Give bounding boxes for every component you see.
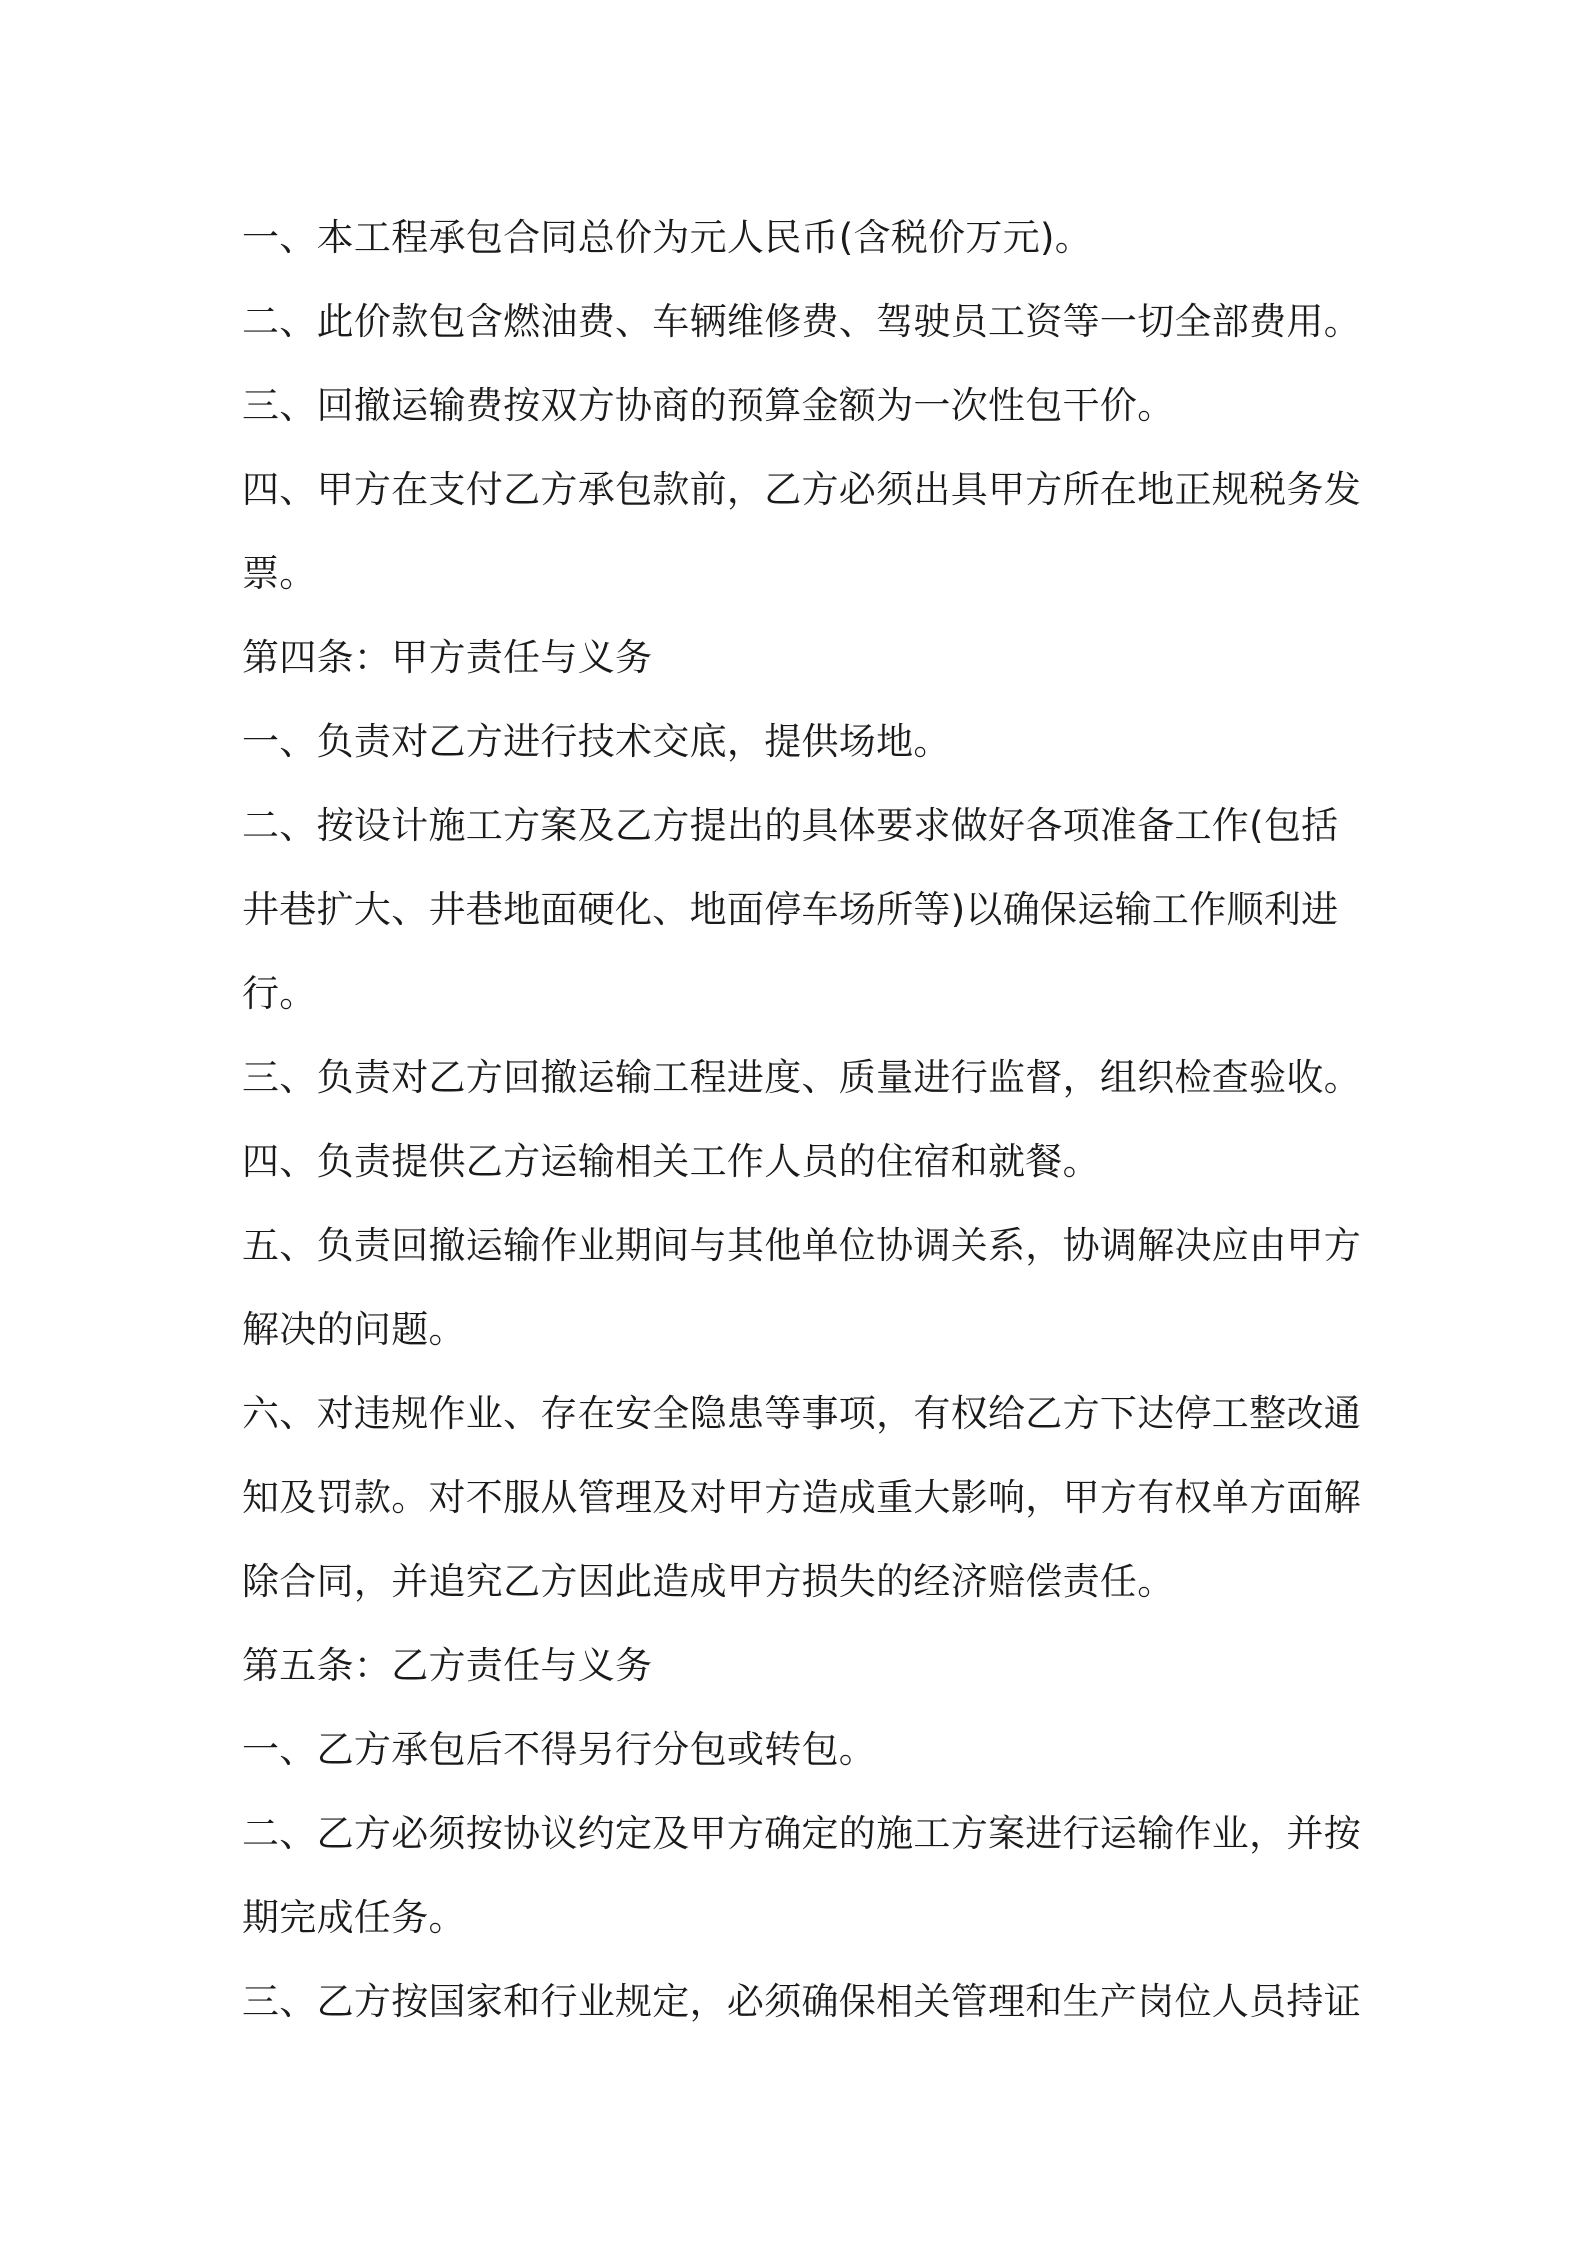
text-line: 二、此价款包含燃油费、车辆维修费、驾驶员工资等一切全部费用。 bbox=[242, 300, 1361, 343]
text-line: 一、本工程承包合同总价为元人民币(含税价万元)。 bbox=[242, 216, 1093, 259]
text-line: 知及罚款。对不服从管理及对甲方造成重大影响，甲方有权单方面解 bbox=[242, 1476, 1361, 1519]
text-line: 三、负责对乙方回撤运输工程进度、质量进行监督，组织检查验收。 bbox=[242, 1056, 1361, 1099]
text-line: 五、负责回撤运输作业期间与其他单位协调关系，协调解决应由甲方 bbox=[242, 1224, 1361, 1267]
text-line: 三、回撤运输费按双方协商的预算金额为一次性包干价。 bbox=[242, 384, 1175, 427]
text-line: 二、乙方必须按协议约定及甲方确定的施工方案进行运输作业，并按 bbox=[242, 1812, 1361, 1855]
text-line: 井巷扩大、井巷地面硬化、地面停车场所等)以确保运输工作顺利进 bbox=[242, 888, 1339, 931]
text-line: 四、负责提供乙方运输相关工作人员的住宿和就餐。 bbox=[242, 1140, 1100, 1183]
text-line: 票。 bbox=[242, 552, 317, 595]
section-heading: 第四条：甲方责任与义务 bbox=[242, 636, 653, 679]
text-line: 四、甲方在支付乙方承包款前，乙方必须出具甲方所在地正规税务发 bbox=[242, 468, 1361, 511]
document-body bbox=[242, 196, 1361, 2044]
text-line: 除合同，并追究乙方因此造成甲方损失的经济赔偿责任。 bbox=[242, 1560, 1175, 1603]
text-line: 解决的问题。 bbox=[242, 1308, 466, 1351]
text-line: 六、对违规作业、存在安全隐患等事项，有权给乙方下达停工整改通 bbox=[242, 1392, 1361, 1435]
text-line: 一、负责对乙方进行技术交底，提供场地。 bbox=[242, 720, 951, 763]
text-line: 二、按设计施工方案及乙方提出的具体要求做好各项准备工作(包括 bbox=[242, 804, 1339, 847]
text-line: 三、乙方按国家和行业规定，必须确保相关管理和生产岗位人员持证 bbox=[242, 1980, 1361, 2023]
text-line: 期完成任务。 bbox=[242, 1896, 466, 1939]
text-line: 行。 bbox=[242, 972, 317, 1015]
text-line: 一、乙方承包后不得另行分包或转包。 bbox=[242, 1728, 877, 1771]
section-heading: 第五条：乙方责任与义务 bbox=[242, 1644, 653, 1687]
